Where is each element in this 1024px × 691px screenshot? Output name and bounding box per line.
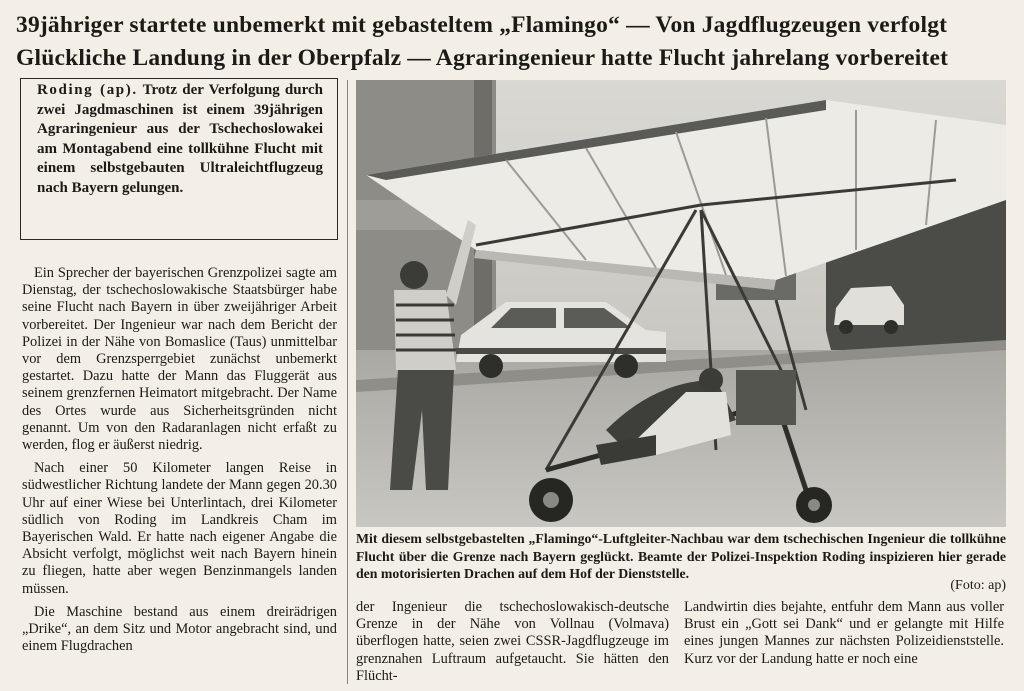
photo-caption: Mit diesem selbstgebastelten „Flamingo“-Luftgleiter-Nachbau war dem tschechischen Ingenieur die tollkühne Flucht über die Grenze nach Bayern geglückt. Beamte der Polizei-Inspektion Roding inspizieren hier gerade den motorisierten Drachen auf dem Hof der Dienststelle. [356, 531, 1006, 581]
news-photo-ultralight-aircraft [356, 80, 1006, 527]
headline-line-1: 39jähriger startete unbemerkt mit gebasteltem „Flamingo“ — Von Jagdflugzeugen verfolgt [16, 12, 948, 38]
article-column-middle [356, 599, 669, 691]
photo-credit: (Foto: ap) [950, 578, 1006, 593]
article-paragraph: Nach einer 50 Kilometer langen Reise in südwestlicher Richtung landete der Mann gegen 20.30 Uhr auf einer Wiese bei Unterlintach, drei Kilometer südlich von Roding im Landkreis Cham im Bayerischen Wald. Er hatte nach eigener Angabe die Absicht verfolgt, möglichst weit nach Bayern hinein zu fliegen, hatte aber wegen Benzinmangels landen müssen. [22, 460, 337, 597]
column-divider [347, 80, 348, 684]
article-paragraph: Ein Sprecher der bayerischen Grenzpolizei sagte am Dienstag, der tschechoslowakische Staatsbürger habe seine Flucht nach Bayern in über zweijähriger Arbeit vorbereitet. Der Ingenieur war nach dem Bericht der Polizei in der Nähe von Bomaslice (Taus) unmittelbar vor dem Grenzsperrgebiet zunächst unbemerkt gestartet. Dazu hatte der Mann das Fluggerät aus seinem grenzfernen Heimatort mitgebracht. Der Name des Ortes wurde aus Sicherheitsgründen nicht genannt. Um von den Radaranlagen nicht erfaßt zu werden, flog er äußerst niedrig. [22, 265, 337, 454]
lead-paragraph-box [20, 78, 338, 240]
article-paragraph: der Ingenieur die tschechoslowakisch-deutsche Grenze in der Nähe von Vollnau (Volmava) überflogen hatte, seien zwei CSSR-Jagdflugzeuge im grenznahen Luftraum aufgetaucht. Sie hätten den Flücht- [356, 599, 669, 684]
lead-dateline: Roding (ap). [37, 82, 138, 98]
article-column-left [22, 265, 337, 661]
lead-paragraph [37, 81, 323, 199]
article-paragraph: Landwirtin dies bejahte, entfuhr dem Mann aus voller Brust ein „Gott sei Dank“ und er gelangte mit Hilfe eines jungen Mannes zur nächsten Polizeidienststelle. Kurz vor der Landung hatte er noch eine [684, 599, 1004, 667]
headline-line-2: Glückliche Landung in der Oberpfalz — Agraringenieur hatte Flucht jahrelang vorbereitet [16, 45, 949, 71]
article-column-right [684, 599, 1004, 674]
lead-text: Trotz der Verfolgung durch zwei Jagdmaschinen ist einem 39jährigen Agraringenieur aus der Tschechoslowakei am Montagabend eine tollkühne Flucht mit einem selbstgebauten Ultraleichtflugzeug nach Bayern gelungen. [37, 82, 324, 196]
article-paragraph: Die Maschine bestand aus einem dreirädrigen „Drike“, an dem Sitz und Motor angebracht sind, und einem Flugdrachen [22, 603, 337, 655]
